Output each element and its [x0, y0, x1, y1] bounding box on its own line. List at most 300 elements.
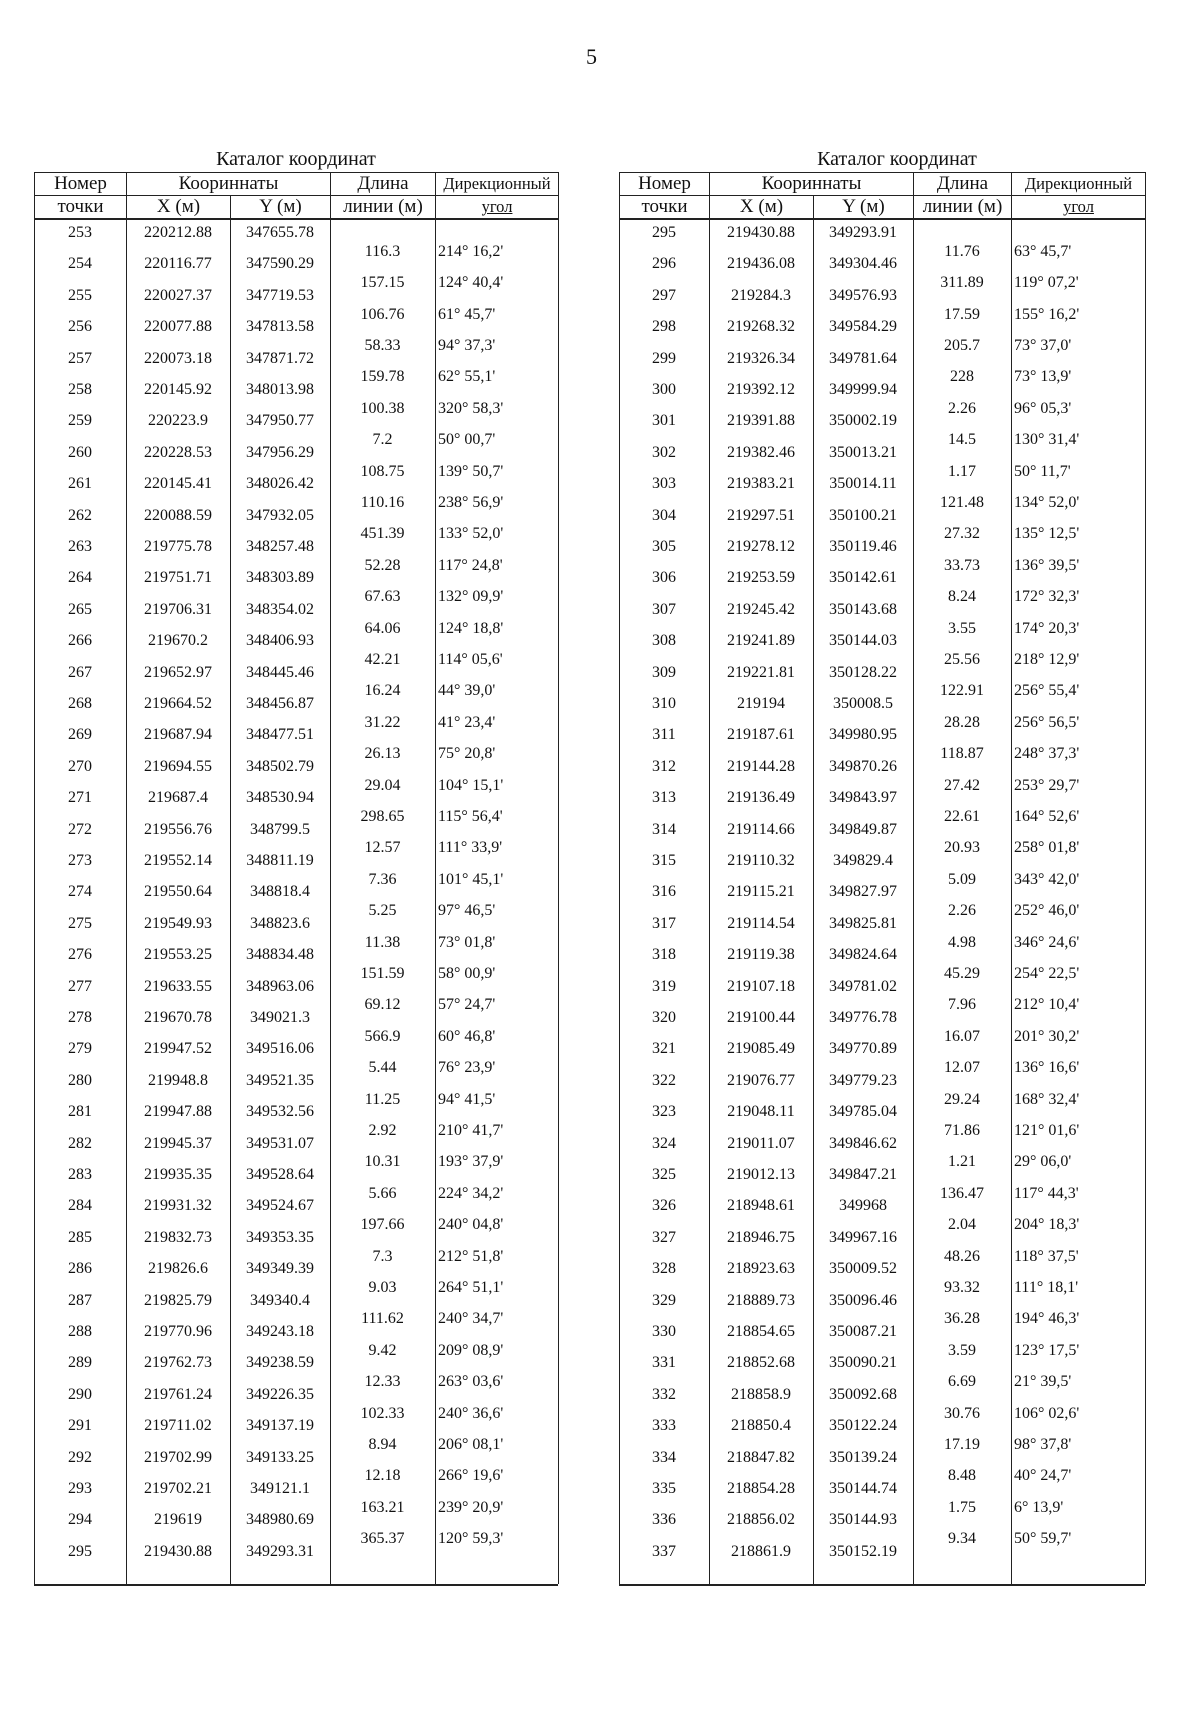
line-length: 20.93 — [944, 839, 980, 857]
line-length: 159.78 — [360, 368, 405, 386]
direction-angle: 120° 59,3' — [438, 1530, 504, 1548]
line-length: 7.36 — [368, 870, 397, 888]
point-x: 219268.32 — [727, 318, 795, 336]
direction-angle: 73° 13,9' — [1014, 368, 1072, 386]
point-x: 219549.93 — [144, 914, 212, 932]
header-direction-angle: Дирекционный — [1012, 173, 1146, 196]
direction-angle: 224° 34,2' — [438, 1184, 504, 1202]
point-y: 349304.46 — [829, 255, 897, 273]
direction-angle: 98° 37,8' — [1014, 1435, 1072, 1453]
point-number: 272 — [68, 820, 92, 838]
direction-angle: 111° 18,1' — [1014, 1278, 1079, 1296]
point-y: 348799.5 — [250, 820, 310, 838]
point-x: 219048.11 — [727, 1103, 795, 1121]
direction-angle: 63° 45,7' — [1014, 242, 1072, 260]
point-y: 350087.21 — [829, 1323, 897, 1340]
header-point-number: Номер — [35, 173, 127, 196]
point-number: 319 — [652, 977, 676, 995]
catalog-rows — [34, 220, 558, 1586]
point-y: 348823.6 — [250, 914, 310, 932]
point-x: 220228.53 — [144, 443, 212, 461]
column-divider — [558, 220, 559, 1584]
line-length: 48.26 — [944, 1247, 980, 1265]
point-y: 349521.35 — [246, 1071, 314, 1089]
point-number: 332 — [652, 1385, 676, 1403]
direction-angle: 117° 24,8' — [438, 556, 503, 574]
point-y: 349133.25 — [246, 1448, 314, 1466]
point-x: 219552.14 — [144, 852, 212, 869]
point-y: 349121.1 — [250, 1480, 310, 1497]
point-y: 349584.29 — [829, 318, 897, 336]
line-length: 111.62 — [361, 1310, 404, 1328]
point-x: 219430.88 — [144, 1542, 212, 1560]
point-number: 310 — [652, 695, 676, 712]
direction-angle: 194° 46,3' — [1014, 1310, 1080, 1328]
direction-angle: 136° 39,5' — [1014, 556, 1080, 574]
point-y: 349827.97 — [829, 883, 897, 901]
direction-angle: 104° 15,1' — [438, 776, 504, 794]
line-length: 69.12 — [364, 996, 401, 1014]
line-length: 29.24 — [944, 1090, 980, 1108]
point-number: 323 — [652, 1103, 676, 1121]
point-number: 260 — [68, 443, 92, 461]
point-number: 285 — [68, 1228, 92, 1246]
point-number: 304 — [652, 506, 676, 524]
line-length: 22.61 — [944, 807, 980, 825]
point-x: 220027.37 — [144, 286, 212, 304]
point-y: 348818.4 — [250, 883, 310, 901]
line-length: 28.28 — [944, 713, 980, 731]
line-length: 11.76 — [944, 242, 980, 260]
header-line-length: Длина — [331, 173, 436, 196]
point-y: 349532.56 — [246, 1103, 314, 1121]
line-length: 1.17 — [948, 462, 976, 480]
direction-angle: 114° 05,6' — [438, 650, 503, 668]
point-y: 349785.04 — [829, 1103, 897, 1121]
point-number: 271 — [68, 789, 92, 807]
line-length: 9.42 — [368, 1341, 397, 1359]
point-y: 348445.46 — [246, 663, 314, 681]
direction-angle: 62° 55,1' — [438, 368, 496, 386]
point-y: 347956.29 — [246, 443, 314, 461]
line-length: 8.24 — [948, 588, 976, 606]
point-x: 219392.12 — [727, 381, 795, 398]
point-x: 219761.24 — [144, 1385, 212, 1403]
line-length: 2.26 — [948, 902, 976, 920]
line-length: 5.44 — [368, 1059, 397, 1077]
point-x: 219711.02 — [144, 1417, 212, 1435]
point-x: 219670.2 — [148, 632, 208, 650]
direction-angle: 240° 34,7' — [438, 1310, 504, 1328]
point-y: 349226.35 — [246, 1385, 314, 1403]
point-y: 349825.81 — [829, 914, 897, 932]
point-y: 348963.06 — [246, 977, 314, 995]
point-y: 350100.21 — [829, 506, 897, 524]
direction-angle: 155° 16,2' — [1014, 305, 1080, 323]
point-x: 219947.52 — [144, 1040, 212, 1058]
line-length: 8.48 — [948, 1467, 976, 1485]
point-y: 349021.3 — [250, 1009, 310, 1026]
point-number: 334 — [652, 1448, 676, 1466]
point-y: 347950.77 — [246, 412, 314, 430]
point-y: 350128.22 — [829, 663, 897, 681]
point-y: 348530.94 — [246, 789, 314, 807]
direction-angle: 238° 56,9' — [438, 493, 504, 511]
direction-angle: 96° 05,3' — [1014, 399, 1072, 417]
line-length: 12.57 — [364, 839, 401, 857]
point-y: 348257.48 — [246, 538, 314, 555]
point-y: 349528.64 — [246, 1166, 314, 1183]
header-y: Y (м) — [814, 196, 914, 220]
point-y: 350122.24 — [829, 1417, 897, 1435]
line-length: 110.16 — [360, 493, 405, 511]
line-length: 7.2 — [372, 431, 393, 449]
point-x: 219556.76 — [144, 820, 212, 838]
point-number: 262 — [68, 506, 92, 524]
direction-angle: 256° 55,4' — [1014, 682, 1080, 700]
line-length: 197.66 — [360, 1216, 405, 1234]
point-x: 219825.79 — [144, 1291, 212, 1309]
point-y: 349353.35 — [246, 1228, 314, 1246]
point-x: 219826.6 — [148, 1260, 208, 1278]
header-line-length: Длина — [914, 173, 1012, 196]
point-x: 219136.49 — [727, 789, 795, 807]
point-number: 309 — [652, 663, 676, 681]
line-length: 9.03 — [368, 1278, 397, 1296]
point-y: 349349.39 — [246, 1260, 314, 1278]
line-length: 26.13 — [364, 745, 401, 763]
point-x: 218854.28 — [727, 1480, 795, 1497]
point-number: 286 — [68, 1260, 92, 1278]
point-x: 219935.35 — [144, 1166, 212, 1183]
point-y: 347932.05 — [246, 506, 314, 524]
point-number: 259 — [68, 412, 92, 430]
point-x: 219706.31 — [144, 600, 212, 618]
line-length: 6.69 — [948, 1373, 976, 1391]
direction-angle: 44° 39,0' — [438, 682, 496, 700]
point-y: 348811.19 — [246, 852, 314, 869]
direction-angle: 50° 00,7' — [438, 431, 496, 449]
point-x: 219144.28 — [727, 757, 795, 775]
line-length: 118.87 — [940, 745, 984, 763]
line-length: 14.5 — [948, 431, 976, 449]
line-length: 365.37 — [360, 1530, 405, 1548]
direction-angle: 40° 24,7' — [1014, 1467, 1072, 1485]
point-number: 281 — [68, 1103, 92, 1121]
point-y: 350013.21 — [829, 443, 897, 461]
direction-angle: 240° 36,6' — [438, 1404, 504, 1422]
direction-angle: 60° 46,8' — [438, 1027, 496, 1045]
point-number: 328 — [652, 1260, 676, 1278]
line-length: 122.91 — [940, 682, 984, 700]
direction-angle: 256° 56,5' — [1014, 713, 1080, 731]
line-length: 42.21 — [364, 650, 401, 668]
point-x: 219619 — [154, 1511, 202, 1529]
line-length: 30.76 — [944, 1404, 980, 1422]
point-y: 349243.18 — [246, 1323, 314, 1340]
point-x: 219100.44 — [727, 1009, 795, 1026]
point-x: 219382.46 — [727, 443, 795, 461]
point-y: 349238.59 — [246, 1354, 314, 1372]
point-y: 350002.19 — [829, 412, 897, 430]
point-y: 349340.4 — [250, 1291, 310, 1309]
direction-angle: 115° 56,4' — [438, 807, 503, 825]
point-number: 306 — [652, 569, 676, 587]
line-length: 1.75 — [948, 1498, 976, 1516]
point-y: 349781.64 — [829, 349, 897, 367]
direction-angle: 61° 45,7' — [438, 305, 496, 323]
point-y: 349781.02 — [829, 977, 897, 995]
line-length: 5.66 — [368, 1184, 397, 1202]
point-number: 314 — [652, 820, 676, 838]
point-y: 348980.69 — [246, 1511, 314, 1529]
point-number: 303 — [652, 475, 676, 493]
point-y: 349967.16 — [829, 1228, 897, 1246]
direction-angle: 6° 13,9' — [1014, 1498, 1064, 1516]
point-x: 220077.88 — [144, 318, 212, 336]
catalog-title: Каталог координат — [216, 148, 376, 170]
line-length: 45.29 — [944, 964, 980, 982]
direction-angle: 124° 40,4' — [438, 274, 504, 292]
point-y: 349824.64 — [829, 946, 897, 964]
direction-angle: 168° 32,4' — [1014, 1090, 1080, 1108]
point-y: 348502.79 — [246, 757, 314, 775]
point-y: 350008.5 — [833, 695, 893, 712]
line-length: 298.65 — [360, 807, 405, 825]
point-x: 219119.38 — [727, 946, 795, 964]
point-number: 295 — [652, 224, 676, 241]
catalog-title: Каталог координат — [817, 148, 977, 170]
point-number: 333 — [652, 1417, 676, 1435]
point-number: 326 — [652, 1197, 676, 1215]
point-number: 291 — [68, 1417, 92, 1435]
point-number: 337 — [652, 1542, 676, 1560]
point-y: 350090.21 — [829, 1354, 897, 1372]
point-x: 219832.73 — [144, 1228, 212, 1246]
point-x: 219687.4 — [148, 789, 208, 807]
line-length: 93.32 — [944, 1278, 980, 1296]
direction-angle: 201° 30,2' — [1014, 1027, 1080, 1045]
direction-angle: 94° 37,3' — [438, 336, 496, 354]
line-length: 12.07 — [944, 1059, 980, 1077]
point-x: 219762.73 — [144, 1354, 212, 1372]
point-y: 349516.06 — [246, 1040, 314, 1058]
direction-angle: 212° 10,4' — [1014, 996, 1080, 1014]
point-x: 219326.34 — [727, 349, 795, 367]
line-length: 7.3 — [372, 1247, 393, 1265]
line-length: 5.25 — [368, 902, 397, 920]
direction-angle: 264° 51,1' — [438, 1278, 504, 1296]
point-x: 219391.88 — [727, 412, 795, 430]
point-number: 307 — [652, 600, 676, 618]
line-length: 116.3 — [364, 242, 401, 260]
point-number: 325 — [652, 1166, 676, 1183]
line-length: 9.34 — [948, 1530, 976, 1548]
point-x: 219076.77 — [727, 1071, 795, 1089]
point-x: 219194 — [737, 695, 785, 712]
point-y: 349137.19 — [246, 1417, 314, 1435]
point-x: 218850.4 — [731, 1417, 791, 1435]
point-number: 274 — [68, 883, 92, 901]
point-y: 347813.58 — [246, 318, 314, 336]
direction-angle: 174° 20,3' — [1014, 619, 1080, 637]
direction-angle: 136° 16,6' — [1014, 1059, 1080, 1077]
point-x: 219553.25 — [144, 946, 212, 964]
point-y: 350152.19 — [829, 1542, 897, 1560]
point-x: 219702.21 — [144, 1480, 212, 1497]
point-number: 289 — [68, 1354, 92, 1372]
direction-angle: 41° 23,4' — [438, 713, 496, 731]
line-length: 5.09 — [948, 870, 976, 888]
point-number: 294 — [68, 1511, 92, 1529]
direction-angle: 97° 46,5' — [438, 902, 496, 920]
line-length: 1.21 — [948, 1153, 976, 1171]
point-y: 347590.29 — [246, 255, 314, 273]
direction-angle: 346° 24,6' — [1014, 933, 1080, 951]
direction-angle: 111° 33,9' — [438, 839, 503, 857]
direction-angle: 248° 37,3' — [1014, 745, 1080, 763]
point-x: 219770.96 — [144, 1323, 212, 1340]
direction-angle: 119° 07,2' — [1014, 274, 1079, 292]
point-y: 348456.87 — [246, 695, 314, 712]
direction-angle: 253° 29,7' — [1014, 776, 1080, 794]
catalog-rows — [619, 220, 1145, 1586]
point-y: 350092.68 — [829, 1385, 897, 1403]
line-length: 205.7 — [944, 336, 980, 354]
point-y: 350009.52 — [829, 1260, 897, 1278]
point-y: 349576.93 — [829, 286, 897, 304]
point-y: 349524.67 — [246, 1197, 314, 1215]
point-x: 219550.64 — [144, 883, 212, 901]
direction-angle: 193° 37,9' — [438, 1153, 504, 1171]
direction-angle: 204° 18,3' — [1014, 1216, 1080, 1234]
column-divider — [1011, 220, 1012, 1584]
direction-angle: 135° 12,5' — [1014, 525, 1080, 543]
line-length: 52.28 — [364, 556, 401, 574]
point-number: 255 — [68, 286, 92, 304]
direction-angle: 134° 52,0' — [1014, 493, 1080, 511]
direction-angle: 73° 01,8' — [438, 933, 496, 951]
line-length: 10.31 — [364, 1153, 401, 1171]
catalog-header — [619, 172, 1146, 220]
point-y: 349770.89 — [829, 1040, 897, 1058]
point-y: 349293.91 — [829, 224, 897, 241]
point-y: 349776.78 — [829, 1009, 897, 1026]
line-length: 17.19 — [944, 1435, 980, 1453]
point-y: 348026.42 — [246, 475, 314, 493]
point-y: 349847.21 — [829, 1166, 897, 1183]
point-y: 348354.02 — [246, 600, 314, 618]
direction-angle: 206° 08,1' — [438, 1435, 504, 1453]
point-number: 331 — [652, 1354, 676, 1372]
point-x: 219278.12 — [727, 538, 795, 555]
point-x: 219011.07 — [727, 1134, 795, 1152]
line-length: 36.28 — [944, 1310, 980, 1328]
point-x: 219436.08 — [727, 255, 795, 273]
point-y: 350144.74 — [829, 1480, 897, 1497]
point-x: 219114.54 — [727, 914, 795, 932]
point-number: 270 — [68, 757, 92, 775]
point-x: 219687.94 — [144, 726, 212, 744]
point-y: 347655.78 — [246, 224, 314, 241]
direction-angle: 343° 42,0' — [1014, 870, 1080, 888]
point-x: 220223.9 — [148, 412, 208, 430]
line-length: 58.33 — [364, 336, 401, 354]
point-number: 322 — [652, 1071, 676, 1089]
point-number: 287 — [68, 1291, 92, 1309]
direction-angle: 266° 19,6' — [438, 1467, 504, 1485]
header-x: X (м) — [710, 196, 814, 220]
line-length: 11.38 — [364, 933, 401, 951]
point-y: 348477.51 — [246, 726, 314, 744]
point-x: 219430.88 — [727, 224, 795, 241]
point-x: 219187.61 — [727, 726, 795, 744]
point-number: 321 — [652, 1040, 676, 1058]
line-length: 12.18 — [364, 1467, 401, 1485]
point-number: 290 — [68, 1385, 92, 1403]
point-number: 317 — [652, 914, 676, 932]
point-number: 276 — [68, 946, 92, 964]
header-point-label: точки — [35, 196, 127, 220]
direction-angle: 320° 58,3' — [438, 399, 504, 417]
point-number: 300 — [652, 381, 676, 398]
point-y: 349849.87 — [829, 820, 897, 838]
direction-angle: 240° 04,8' — [438, 1216, 504, 1234]
point-y: 347719.53 — [246, 286, 314, 304]
direction-angle: 214° 16,2' — [438, 242, 504, 260]
point-number: 298 — [652, 318, 676, 336]
point-number: 277 — [68, 977, 92, 995]
point-number: 313 — [652, 789, 676, 807]
point-x: 219702.99 — [144, 1448, 212, 1466]
point-number: 253 — [68, 224, 92, 241]
line-length: 102.33 — [360, 1404, 405, 1422]
point-number: 254 — [68, 255, 92, 273]
line-length: 16.07 — [944, 1027, 980, 1045]
point-y: 350144.03 — [829, 632, 897, 650]
direction-angle: 254° 22,5' — [1014, 964, 1080, 982]
point-x: 218856.02 — [727, 1511, 795, 1529]
catalog-header — [34, 172, 559, 220]
point-number: 311 — [652, 726, 676, 744]
point-y: 350139.24 — [829, 1448, 897, 1466]
point-number: 263 — [68, 538, 92, 555]
point-x: 219751.71 — [144, 569, 212, 587]
line-length: 157.15 — [360, 274, 405, 292]
column-divider — [1145, 220, 1146, 1584]
column-divider — [435, 220, 436, 1584]
point-number: 265 — [68, 600, 92, 618]
direction-angle: 133° 52,0' — [438, 525, 504, 543]
point-y: 348406.93 — [246, 632, 314, 650]
point-y: 349999.94 — [829, 381, 897, 398]
point-number: 273 — [68, 852, 92, 869]
point-x: 219114.66 — [727, 820, 795, 838]
point-x: 219652.97 — [144, 663, 212, 681]
direction-angle: 106° 02,6' — [1014, 1404, 1080, 1422]
direction-angle: 132° 09,9' — [438, 588, 504, 606]
point-number: 257 — [68, 349, 92, 367]
line-length: 27.32 — [944, 525, 980, 543]
point-number: 318 — [652, 946, 676, 964]
point-number: 295 — [68, 1542, 92, 1560]
point-number: 330 — [652, 1323, 676, 1340]
point-x: 218852.68 — [727, 1354, 795, 1372]
point-number: 329 — [652, 1291, 676, 1309]
point-number: 258 — [68, 381, 92, 398]
point-y: 350142.61 — [829, 569, 897, 587]
point-x: 218858.9 — [731, 1385, 791, 1403]
